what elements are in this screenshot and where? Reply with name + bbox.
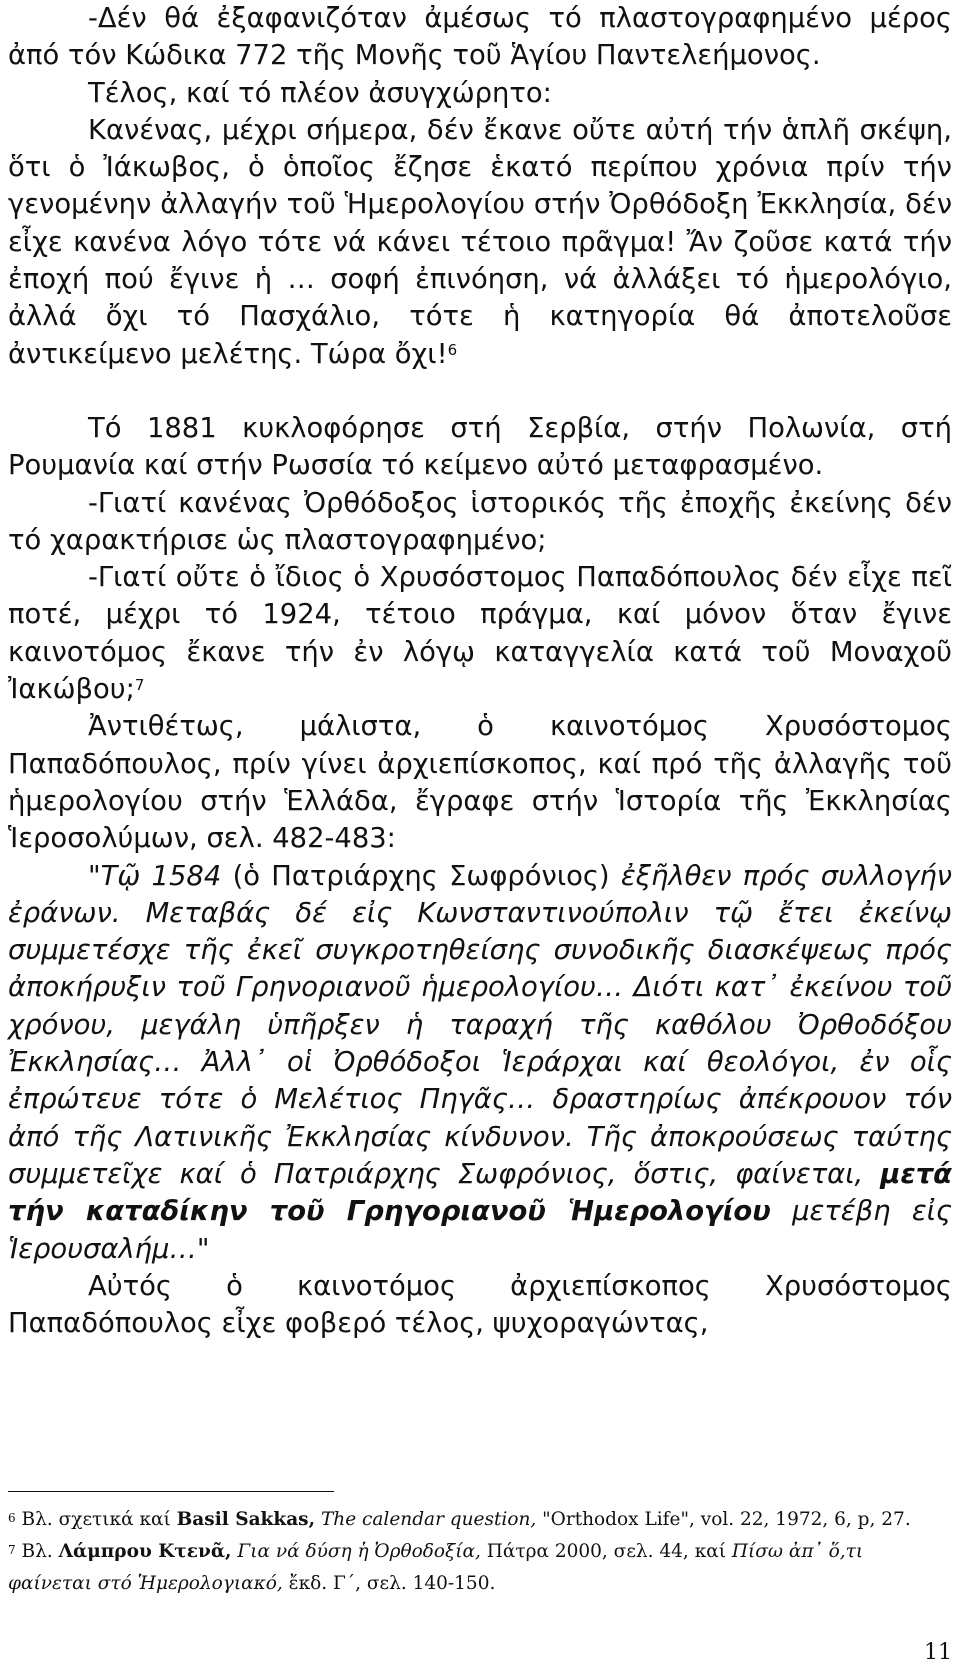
footnote-7 — [8, 1536, 952, 1600]
quotation — [8, 858, 952, 1268]
footnote-7-edition: ἔκδ. Γ΄, σελ. 140-150. — [288, 1573, 496, 1594]
footnote-6-title: The calendar question, — [320, 1509, 537, 1530]
paragraph-8: Αὐτός ὁ καινοτόμος ἀρχιεπίσκοπος Χρυσόστομος Παπαδόπουλος εἶχε φοβερό τέλος, ψυχοραγώντας, — [8, 1270, 952, 1340]
paragraph-1: -Δέν θά ἐξαφανιζόταν ἀμέσως τό πλαστογραφημένο μέρος ἀπό τόν Κώδικα 772 τῆς Μονῆς τοῦ Ἁγίου Παντελεήμονος. — [8, 3, 952, 72]
footnote-6 — [8, 1504, 952, 1536]
footnote-6-author: Basil Sakkas, — [176, 1509, 316, 1530]
footnote-separator — [8, 1491, 334, 1492]
footnote-6-number: 6 — [8, 1511, 16, 1525]
footnote-ref-7: 7 — [134, 676, 145, 695]
footnote-ref-6: 6 — [447, 340, 458, 359]
paragraph-3-text: Κανένας, μέχρι σήμερα, δέν ἔκανε οὔτε αὐτή τήν ἁπλῆ σκέψη, ὅτι ὁ Ἰάκωβος, ὁ ὁποῖος ἔζησε ἑκατό περίπου χρόνια πρίν τήν γενομένην ἀλλαγήν τοῦ Ἡμερολογίου στήν Ὀρθόδοξη Ἐκκλησία, δέν εἶχε κανένα λόγο τότε νά κάνει τέτοιο πρᾶγμα! Ἄν ζοῦσε κατά τήν ἐποχή πού ἔγινε ἡ … σοφή ἐπινόηση, νά ἀλλάξει τό ἡμερολόγιο, ἀλλά ὄχι τό Πασχάλιο, τότε ἡ κατηγορία θά ἀποτελοῦσε ἀντικείμενο μελέτης. Τώρα ὄχι! — [8, 114, 952, 370]
paragraph-3 — [8, 112, 952, 373]
footnote-7-title: Για νά δύση ἡ Ὀρθοδοξία, — [237, 1541, 481, 1562]
paragraph-6 — [8, 559, 952, 708]
quote-year: "Τῷ 1584 — [88, 860, 222, 892]
footnotes — [8, 1504, 952, 1600]
quote-emphasis: μετά τήν καταδίκην τοῦ Γρηγοριανοῦ Ἡμερολογίου — [8, 1158, 952, 1228]
paragraph-7: Ἀντιθέτως, μάλιστα, ὁ καινοτόμος Χρυσόστομος Παπαδόπουλος, πρίν γίνει ἀρχιεπίσκοπος, καί πρό τῆς ἀλλαγῆς τοῦ ἡμερολογίου στήν Ἑλλάδα, ἔγραφε στήν Ἱστορία τῆς Ἐκκλησίας Ἱεροσολύμων, σελ. 482-483: — [8, 711, 952, 855]
quote-end: μετέβη εἰς Ἱερουσαλήμ…" — [8, 1196, 952, 1265]
footnote-6-source: "Orthodox Life", vol. 22, 1972, 6, p, 27. — [542, 1509, 911, 1530]
page-number: 11 — [924, 1640, 952, 1665]
main-text — [8, 0, 952, 1342]
paragraph-5: -Γιατί κανένας Ὀρθόδοξος ἱστορικός τῆς ἐποχῆς ἐκείνης δέν τό χαρακτήρισε ὡς πλαστογραφημένο; — [8, 487, 952, 556]
quote-aside: (ὁ Πατριάρχης Σωφρόνιος) — [232, 860, 610, 892]
footnote-7-title-2: Πίσω ἀπ᾽ ὅ,τι φαίνεται στό Ἡμερολογιακό, — [8, 1541, 864, 1594]
paragraph-4: Τό 1881 κυκλοφόρησε στή Σερβία, στήν Πολωνία, στή Ρουμανία καί στήν Ρωσσία τό κείμενο αὐτό μεταφρασμένο. — [8, 412, 952, 482]
paragraph-gap — [8, 373, 952, 410]
paragraph-6-text: -Γιατί οὔτε ὁ ἴδιος ὁ Χρυσόστομος Παπαδόπουλος δέν εἶχε πεῖ ποτέ, μέχρι τό 1924, τέτοιο πράγμα, καί μόνον ὅταν ἔγινε καινοτόμος ἔκανε τήν ἐν λόγῳ καταγγελία κατά τοῦ Μοναχοῦ Ἰακώβου; — [8, 562, 952, 706]
footnote-7-number: 7 — [8, 1543, 16, 1557]
paragraph-2: Τέλος, καί τό πλέον ἀσυγχώρητο: — [88, 77, 552, 109]
footnote-7-author: Λάμπρου Κτενᾶ, — [58, 1541, 232, 1562]
footnote-7-source: Πάτρα 2000, σελ. 44, καί — [486, 1541, 726, 1562]
quote-text: ἐξῆλθεν πρός συλλογήν ἐράνων. Μεταβάς δέ εἰς Κωνσταντινούπολιν τῷ ἔτει ἐκείνῳ συμμετέσχε τῆς ἐκεῖ συγκροτηθείσης συνοδικῆς διασκέψεως πρός ἀποκήρυξιν τοῦ Γρηνοριανοῦ ἡμερολογίου… Διότι κατ᾽ ἐκείνου τοῦ χρόνου, μεγάλη ὑπῆρξεν ἡ ταραχή τῆς καθόλου Ὀρθοδόξου Ἐκκλησίας… Ἀλλ᾽ οἱ Ὀρθόδοξοι Ἱεράρχαι καί θεολόγοι, ἐν οἷς ἐπρώτευε τότε ὁ Μελέτιος Πηγᾶς… δραστηρίως ἀπέκρουον τόν ἀπό τῆς Λατινικῆς Ἐκκλησίας κίνδυνον. Τῆς ἀποκρούσεως ταύτης συμμετεῖχε καί ὁ Πατριάρχης Σωφρόνιος, ὅστις, φαίνεται, — [8, 860, 952, 1190]
footnote-6-lead: Βλ. σχετικά καί — [21, 1509, 171, 1530]
footnote-7-lead: Βλ. — [21, 1541, 53, 1562]
